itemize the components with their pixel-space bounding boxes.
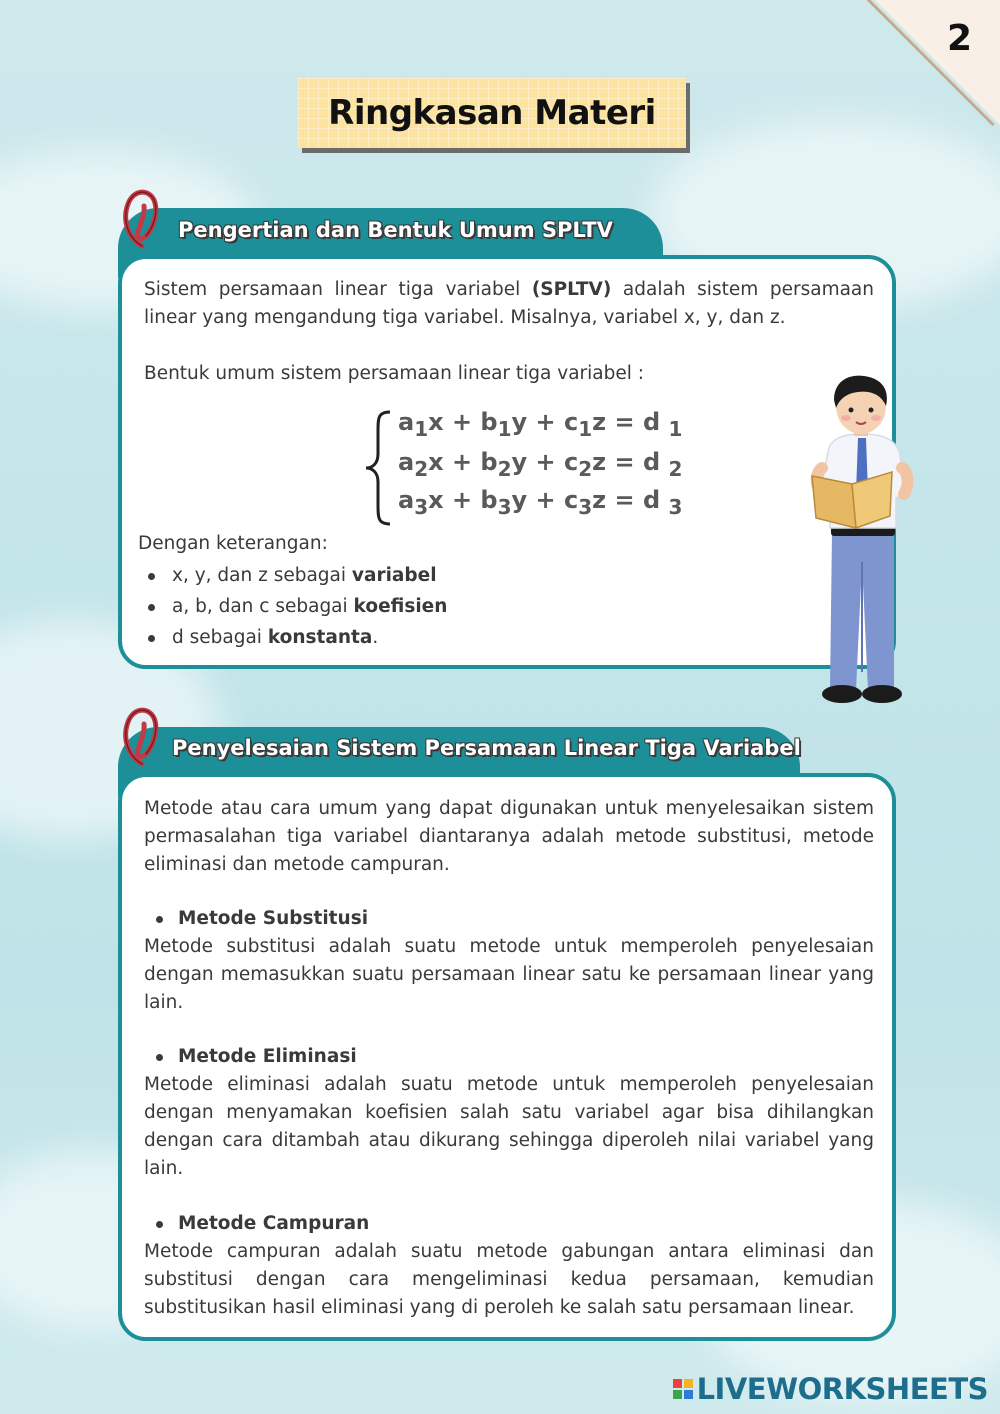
section1-heading: Pengertian dan Bentuk Umum SPLTV — [178, 218, 613, 242]
list-item: d sebagai konstanta. — [138, 622, 447, 653]
equation-row-3: $a_3x + b_3y + c_3z = d$ $_3$ — [398, 486, 683, 519]
logo-grid-icon — [673, 1379, 693, 1399]
paperclip-icon — [118, 180, 168, 252]
legend-label: Dengan keterangan: — [138, 533, 328, 554]
equation-row-2: $a_2x + b_2y + c_2z = d$ $_2$ — [398, 448, 683, 481]
method-eliminasi-title: Metode Eliminasi — [144, 1043, 357, 1071]
general-form-label: Bentuk umum sistem persamaan linear tiga variabel : — [144, 363, 645, 384]
liveworksheets-logo — [673, 1372, 988, 1406]
paperclip-icon — [118, 698, 168, 770]
section1-intro: Sistem persamaan linear tiga variabel (SPLTV) adalah sistem persamaan linear yang mengandung tiga variabel. Misalnya, variabel x, y, dan z. — [144, 279, 874, 328]
brand-name: LIVEWORKSHEETS — [696, 1372, 988, 1406]
page-number: 2 — [946, 18, 972, 59]
page-corner — [875, 0, 1000, 125]
method-substitusi-title: Metode Substitusi — [144, 905, 368, 933]
section2-heading: Penyelesaian Sistem Persamaan Linear Tiga Variabel — [172, 736, 801, 760]
equation-row-1: $a_1x + b_1y + c_1z = d$ $_1$ — [398, 408, 683, 441]
list-item: x, y, dan z sebagai variabel — [138, 560, 447, 591]
method-campuran-desc: Metode campuran adalah suatu metode gabungan antara eliminasi dan substitusi dengan cara mengeliminasi kedua persamaan, kemudian substitusikan hasil eliminasi yang di peroleh ke salah satu persamaan linear. — [144, 1241, 874, 1318]
method-substitusi-desc: Metode substitusi adalah suatu metode untuk memperoleh penyelesaian dengan memasukkan suatu persamaan linear satu ke persamaan linear yang lain. — [144, 936, 874, 1013]
title-banner — [298, 78, 686, 148]
method-campuran-title: Metode Campuran — [144, 1210, 369, 1238]
section2-intro: Metode atau cara umum yang dapat digunakan untuk menyelesaikan sistem permasalahan tiga variabel diantaranya adalah metode substitusi, metode eliminasi dan metode campuran. — [144, 798, 874, 875]
list-item: a, b, dan c sebagai koefisien — [138, 591, 447, 622]
method-eliminasi-desc: Metode eliminasi adalah suatu metode untuk memperoleh penyelesaian dengan menyamakan koefisien salah satu variabel agar bisa dihilangkan dengan cara ditambah atau dikurang sehingga diperoleh nilai variabel yang lain. — [144, 1074, 874, 1179]
brace-icon — [362, 408, 396, 528]
page-title: Ringkasan Materi — [328, 93, 656, 133]
legend-list — [138, 560, 447, 653]
student-illustration — [800, 372, 925, 712]
